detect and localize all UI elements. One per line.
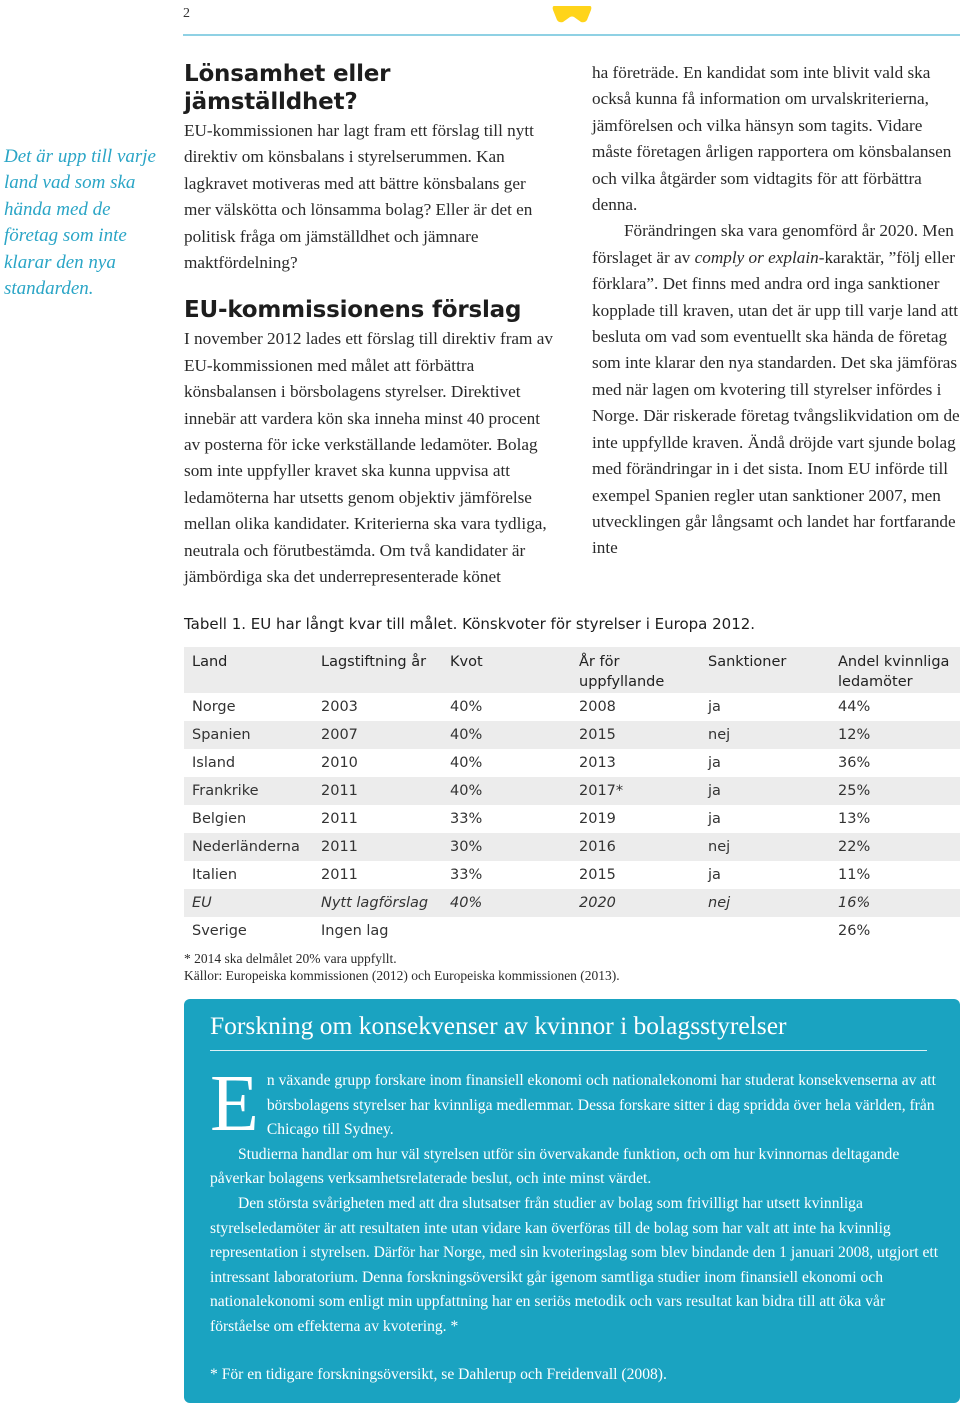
cell-ar: 2008 <box>579 699 616 715</box>
cell-lagstiftning: 2007 <box>321 727 358 743</box>
cell-kvot: 40% <box>450 699 483 715</box>
cell-sanktioner: ja <box>708 699 721 715</box>
cell-land: Island <box>192 755 236 771</box>
page-number: 2 <box>183 6 190 21</box>
right-paragraph-1: ha företräde. En kandidat som inte blivit vald ska också kunna få information om urvalskriterierna, jämförelsen och vilka hänsyn som tagits. Vidare måste företagen årligen rapportera om könsbalansen och vilka åtgärder som vidtagits för att förbättra denna. <box>592 63 952 215</box>
cell-land: Belgien <box>192 811 247 827</box>
box-divider <box>210 1050 927 1051</box>
table-row <box>184 749 960 777</box>
para2-italic: comply or explain <box>694 247 819 267</box>
cell-andel: 26% <box>838 923 871 939</box>
cell-ar: 2020 <box>579 895 616 911</box>
body-paragraph: I november 2012 lades ett förslag till direktiv fram av EU-kommissionen med målet att förbättra könsbalansen i börsbolagens styrelser. Direktivet innebär att vardera kön ska inneha minst 40 procent av posterna för icke verkställande ledamöter. Bolag som inte uppfyller kravet ska kunna uppvisa att ledamöterna har utsetts genom objektiv jämförelse mellan olika kandidater. Kriterierna ska vara tydliga, neutrala och förutbestämda. Om två kandidater är jämbördiga ska det underrepresenterade könet <box>184 329 553 587</box>
cell-lagstiftning: 2011 <box>321 867 358 883</box>
cell-kvot: 40% <box>450 755 483 771</box>
cell-sanktioner: nej <box>708 727 731 743</box>
cell-lagstiftning: Ingen lag <box>321 923 389 939</box>
table-row <box>184 777 960 805</box>
cell-lagstiftning: 2011 <box>321 783 358 799</box>
cell-sanktioner: nej <box>708 895 731 911</box>
cell-lagstiftning: 2011 <box>321 811 358 827</box>
table-footnote: * 2014 ska delmålet 20% vara uppfyllt. <box>184 951 397 966</box>
cell-sanktioner: ja <box>708 867 721 883</box>
table-row <box>184 917 960 945</box>
table-caption: Tabell 1. EU har långt kvar till målet. Könskvoter för styrelser i Europa 2012. <box>184 615 756 633</box>
cell-kvot: 33% <box>450 867 483 883</box>
left-column <box>184 60 554 591</box>
cell-land: EU <box>192 895 212 911</box>
cell-kvot: 30% <box>450 839 483 855</box>
cell-andel: 12% <box>838 727 871 743</box>
research-box <box>184 999 960 1403</box>
heading-lonsamhet: Lönsamhet eller jämställdhet? <box>184 61 391 115</box>
cell-andel: 25% <box>838 783 871 799</box>
cell-lagstiftning: 2010 <box>321 755 358 771</box>
para2-text-a: Förändringen ska vara genomförd år 2020. Men förslaget är av <box>592 221 954 267</box>
cell-kvot: 40% <box>450 727 483 743</box>
header-kvot: Kvot <box>450 654 483 670</box>
right-column <box>592 60 960 562</box>
box-footnote: * För en tidigare forskningsöversikt, se Dahlerup och Freidenvall (2008). <box>210 1366 667 1383</box>
cell-kvot: 33% <box>450 811 483 827</box>
pullquote: Det är upp till varje land vad som ska hända med de företag som inte klarar den nya standarden. <box>4 146 156 300</box>
cell-andel: 16% <box>838 895 871 911</box>
cell-ar: 2013 <box>579 755 616 771</box>
top-rule <box>183 34 960 36</box>
cell-land: Norge <box>192 699 236 715</box>
cell-lagstiftning: 2003 <box>321 699 358 715</box>
cell-land: Spanien <box>192 727 251 743</box>
header-ar-for-uppfyllande: År för uppfyllande <box>579 654 665 690</box>
intro-paragraph: EU-kommissionen har lagt fram ett förslag till nytt direktiv om könsbalans i styrelserummen. Kan lagkravet motiveras med att bättre könsbalans ger mer välskötta och lönsamma bolag? Eller är det en politisk fråga om jämställdhet och jämnare maktfördelning? <box>184 121 534 273</box>
para2-text-b: -karaktär, ”följ eller förklara”. Det finns med andra ord inga sanktioner kopplade till kraven, utan det är upp till varje land att besluta om vad som eventuellt ska hända de företag som inte klarar den nya standarden. Det ska jämföras med när lagen om kvotering till styrelser infördes i Norge. Där riskerade företag tvångslikvidation om de inte uppfyllde kraven. Ändå dröjde vart sjunde bolag med förändringar in i det sista. Inom EU införde till exempel Spanien regler utan sanktioner 2007, men utvecklingen går långsamt och landet har fortfarande inte <box>592 247 960 558</box>
cell-ar: 2015 <box>579 727 616 743</box>
cell-sanktioner: ja <box>708 755 721 771</box>
header-andel-kvinnliga: Andel kvinnliga ledamöter <box>838 654 950 690</box>
cell-ar: 2019 <box>579 811 616 827</box>
heading-eu-forslag: EU-kommissionens förslag <box>184 297 522 324</box>
cell-kvot: 40% <box>450 895 483 911</box>
cell-andel: 36% <box>838 755 871 771</box>
cell-lagstiftning: 2011 <box>321 839 358 855</box>
cell-land: Nederländerna <box>192 839 300 855</box>
header-lagstiftning: Lagstiftning år <box>321 654 427 670</box>
box-body <box>210 1060 940 1340</box>
header-land: Land <box>192 654 228 670</box>
cell-andel: 11% <box>838 867 871 883</box>
cell-kvot: 40% <box>450 783 483 799</box>
table-row <box>184 805 960 833</box>
cell-sanktioner: ja <box>708 811 721 827</box>
table-row <box>184 693 960 721</box>
table-header-row <box>184 647 960 693</box>
dropcap: E <box>210 1060 259 1148</box>
box-paragraph-1: n växande grupp forskare inom finansiell ekonomi och nationalekonomi har studerat konsekvenserna av att börsbolagens styrelser har kvinnliga medlemmar. Dessa forskare sitter i dag spridda över hela världen, från Chicago till Sydney. <box>266 1072 936 1139</box>
cell-ar: 2015 <box>579 867 616 883</box>
box-paragraph-3: Den största svårigheten med att dra slutsatser från studier av bolag som frivilligt har utsett kvinnliga styrelseledamöter är att resultaten inte utan vidare kan överföras till de bolag som har valt att inte ha kvinnlig representation i styrelsen. Därför har Norge, med sin kvoteringslag som blev bindande den 1 januari 2008, utgjort ett intressant laboratorium. Denna forskningsöversikt går igenom samtliga studier inom finansiell ekonomi och nationalekonomi som enligt min uppfattning har en seriös metodik och vars resultat kan bidra till att öka vår förståelse om effekterna av kvotering. * <box>210 1194 939 1335</box>
box-title: Forskning om konsekvenser av kvinnor i bolagsstyrelser <box>210 1011 787 1040</box>
cell-land: Frankrike <box>192 783 259 799</box>
cell-land: Italien <box>192 867 238 883</box>
table-row-eu <box>184 889 960 917</box>
cell-andel: 44% <box>838 699 871 715</box>
cell-sanktioner: nej <box>708 839 731 855</box>
table-source: Källor: Europeiska kommissionen (2012) och Europeiska kommissionen (2013). <box>184 968 620 983</box>
table-row <box>184 861 960 889</box>
cell-sanktioner: ja <box>708 783 721 799</box>
quota-table <box>184 647 960 945</box>
table-row <box>184 721 960 749</box>
cell-land: Sverige <box>192 923 247 939</box>
cell-ar: 2016 <box>579 839 616 855</box>
cell-andel: 13% <box>838 811 871 827</box>
right-paragraph-2 <box>592 218 960 561</box>
cell-ar: 2017* <box>579 783 624 799</box>
table-row <box>184 833 960 861</box>
box-paragraph-2: Studierna handlar om hur väl styrelsen utför sin övervakande funktion, och om hur kvinnornas deltagande påverkar bolagens verksamhetsrelaterade beslut, och inte minst värdet. <box>210 1145 900 1188</box>
header-sanktioner: Sanktioner <box>708 654 787 670</box>
cell-lagstiftning: Nytt lagförslag <box>321 895 429 911</box>
cell-andel: 22% <box>838 839 871 855</box>
yellow-logo-icon <box>552 4 592 24</box>
